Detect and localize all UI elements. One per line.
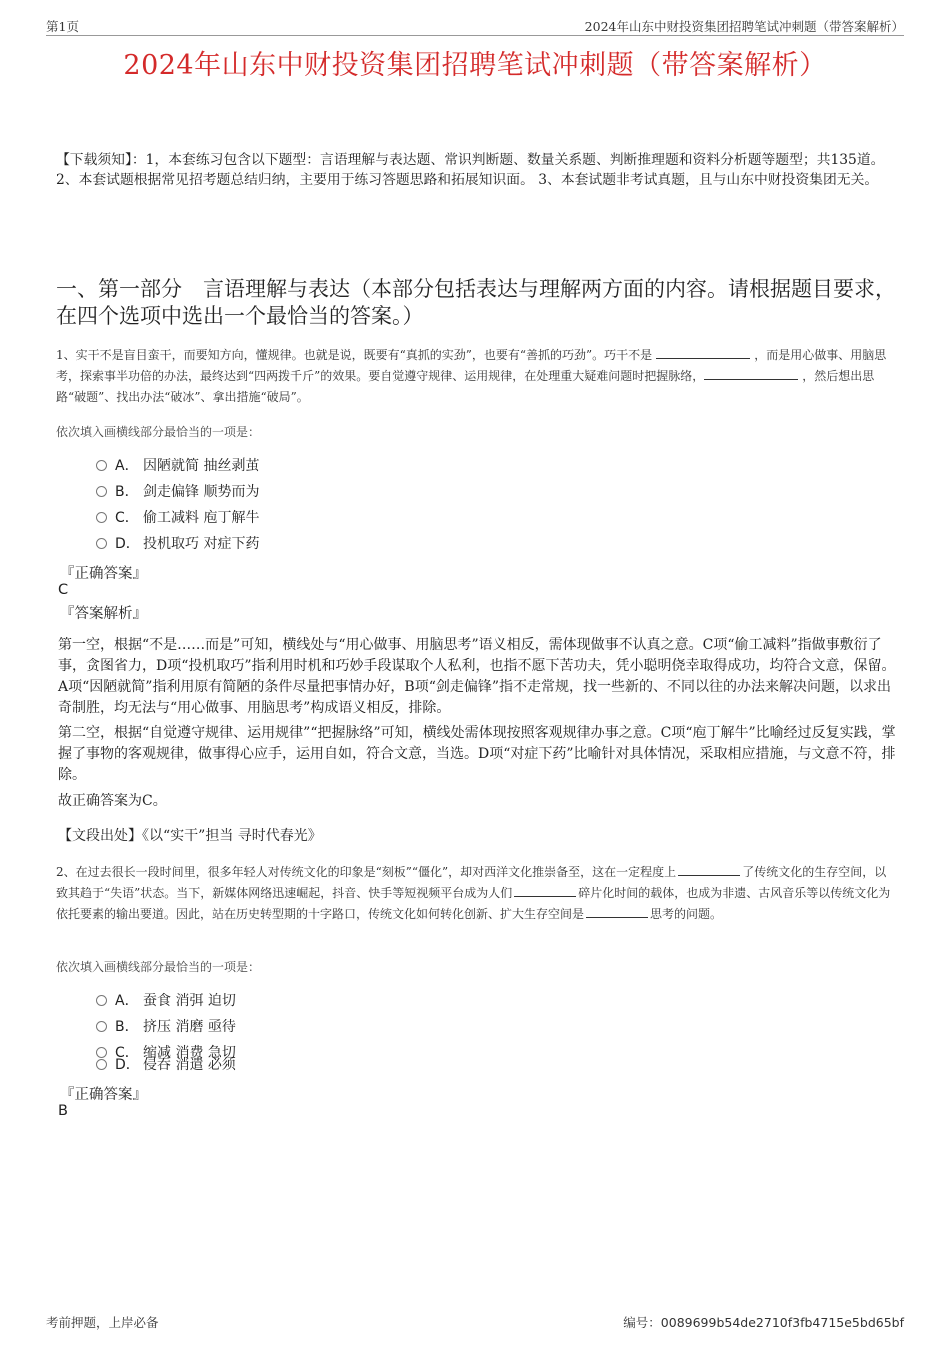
download-notice: 【下载须知】：1，本套练习包含以下题型：言语理解与表达题、常识判断题、数量关系题、判断推理题和资料分析题等题型；共135道。 2、本套试题根据常见招考题总结归纳，主要用于练习答题思路和拓展知识面。 3、本套试题非考试真题，且与山东中财投资集团无关。 bbox=[56, 152, 885, 188]
q1-analysis-paragraph: 第一空，根据“不是……而是”可知，横线处与“用心做事、用脑思考”语义相反，需体现做事不认真之意。C项“偷工减料”指做事敷衍了事，贪图省力，D项“投机取巧”指利用时机和巧妙手段谋取个人私利，也指不愿下苦功夫，凭小聪明侥幸取得成功，均符合文意，保留。A项“因陋就简”指利用原有简陋的条件尽量把事情办好，B项“剑走偏锋”指不走常规，找一些新的、不同以往的办法来解决问题，以求出奇制胜，均无法与“用心做事、用脑思考”构成语义相反，排除。 bbox=[58, 637, 896, 716]
q1-analysis-label: 『答案解析』 bbox=[60, 606, 147, 622]
q1-analysis-conclusion: 故正确答案为C。 bbox=[58, 793, 167, 809]
header-divider bbox=[46, 35, 904, 36]
serial-code: 0089699b54de2710f3fb4715e5bd65bf bbox=[660, 1315, 904, 1330]
q2-option-a[interactable] bbox=[96, 990, 236, 1012]
q2-option-b[interactable] bbox=[96, 1016, 236, 1038]
q1-option-d[interactable] bbox=[96, 533, 259, 555]
q2-text-part: 思考的问题。 bbox=[650, 907, 723, 921]
radio-icon[interactable] bbox=[96, 995, 107, 1006]
option-letter: A． bbox=[115, 458, 139, 474]
footer-serial bbox=[623, 1313, 904, 1331]
radio-icon[interactable] bbox=[96, 460, 107, 471]
header-doc-title: 2024年山东中财投资集团招聘笔试冲刺题（带答案解析） bbox=[584, 19, 904, 34]
q1-option-b[interactable] bbox=[96, 481, 259, 503]
answer-blank bbox=[514, 884, 576, 897]
section-heading: 一、第一部分 言语理解与表达（本部分包括表达与理解两方面的内容。请根据题目要求，在四个选项中选出一个最恰当的答案。） bbox=[56, 277, 896, 328]
radio-icon[interactable] bbox=[96, 1021, 107, 1032]
q2-text-part: 碎片化时间的载体，也成为非遗、古风音乐等以传统文化为依托要素的输出要道。因此，站在历史转型期的十字路口，传统文化如何转化创新、扩大生存空间是 bbox=[56, 886, 891, 921]
radio-icon[interactable] bbox=[96, 486, 107, 497]
option-letter: B． bbox=[115, 1019, 139, 1035]
option-text: 蚕食 消弭 迫切 bbox=[143, 993, 236, 1009]
page-title: 2024年山东中财投资集团招聘笔试冲刺题（带答案解析） bbox=[123, 50, 827, 81]
option-letter: B． bbox=[115, 484, 139, 500]
option-text: 剑走偏锋 顺势而为 bbox=[143, 484, 260, 500]
q1-analysis-paragraph: 第二空，根据“自觉遵守规律、运用规律”“把握脉络”可知，横线处需体现按照客观规律办事之意。C项“庖丁解牛”比喻经过反复实践，掌握了事物的客观规律，做事得心应手，运用自如，符合文意，当选。D项“对症下药”比喻针对具体情况，采取相应措施，与文意不符，排除。 bbox=[58, 725, 896, 783]
question-2-prompt: 依次填入画横线部分最恰当的一项是： bbox=[56, 960, 261, 974]
option-text: 挤压 消磨 亟待 bbox=[143, 1019, 236, 1035]
q2-text-part: 了传统文化的生存空间，以致其趋于“失语”状态。当下，新媒体网络迅速崛起，抖音、快手等短视频平台成为人们 bbox=[56, 865, 887, 900]
answer-blank bbox=[586, 905, 648, 918]
q1-option-c[interactable] bbox=[96, 507, 259, 529]
q1-option-a[interactable] bbox=[96, 455, 259, 477]
option-text: 因陋就简 抽丝剥茧 bbox=[143, 458, 260, 474]
option-text: 侵吞 消遣 必须 bbox=[143, 1057, 236, 1073]
q1-text-part: ，而是用心做事、用脑思考，探索事半功倍的办法，最终达到“四两拨千斤”的效果。要自觉遵守规律、运用规律，在处理重大疑难问题时把握脉络， bbox=[56, 348, 887, 383]
q2-answer: B bbox=[58, 1103, 68, 1119]
question-1-text bbox=[56, 345, 896, 408]
q1-text-part: 1、实干不是盲目蛮干，而要知方向，懂规律。也就是说，既要有“真抓的实劲”，也要有“善抓的巧劲”。巧干不是 bbox=[56, 348, 653, 362]
q1-answer-label: 『正确答案』 bbox=[60, 566, 147, 582]
page-number: 第1页 bbox=[46, 19, 79, 34]
option-letter: D． bbox=[115, 536, 140, 552]
q1-text-part: ，然后想出思路“破题”、找出办法“破冰”、拿出措施“破局”。 bbox=[56, 369, 875, 404]
question-2-text bbox=[56, 862, 896, 925]
footer-slogan: 考前押题，上岸必备 bbox=[46, 1315, 159, 1330]
option-text: 缩减 消费 急切 bbox=[143, 1045, 236, 1061]
option-letter: A． bbox=[115, 993, 139, 1009]
answer-blank bbox=[704, 367, 798, 380]
option-letter: D． bbox=[115, 1057, 140, 1073]
q1-source: 【文段出处】《以“实干”担当 寻时代春光》 bbox=[58, 828, 322, 844]
radio-icon[interactable] bbox=[96, 538, 107, 549]
q1-answer: C bbox=[58, 582, 69, 598]
radio-icon[interactable] bbox=[96, 512, 107, 523]
serial-label: 编号： bbox=[623, 1315, 661, 1330]
q2-text-part: 2、在过去很长一段时间里，很多年轻人对传统文化的印象是“刻板”“僵化”，却对西洋文化推崇备至，这在一定程度上 bbox=[56, 865, 677, 879]
option-text: 投机取巧 对症下药 bbox=[143, 536, 260, 552]
option-text: 偷工减料 庖丁解牛 bbox=[143, 510, 260, 526]
answer-blank bbox=[656, 346, 750, 359]
option-letter: C． bbox=[115, 510, 139, 526]
question-1-prompt: 依次填入画横线部分最恰当的一项是： bbox=[56, 425, 261, 439]
q2-answer-label: 『正确答案』 bbox=[60, 1087, 147, 1103]
option-letter: C． bbox=[115, 1045, 139, 1061]
answer-blank bbox=[678, 863, 740, 876]
radio-icon[interactable] bbox=[96, 1059, 107, 1070]
q2-option-d[interactable] bbox=[96, 1054, 236, 1076]
